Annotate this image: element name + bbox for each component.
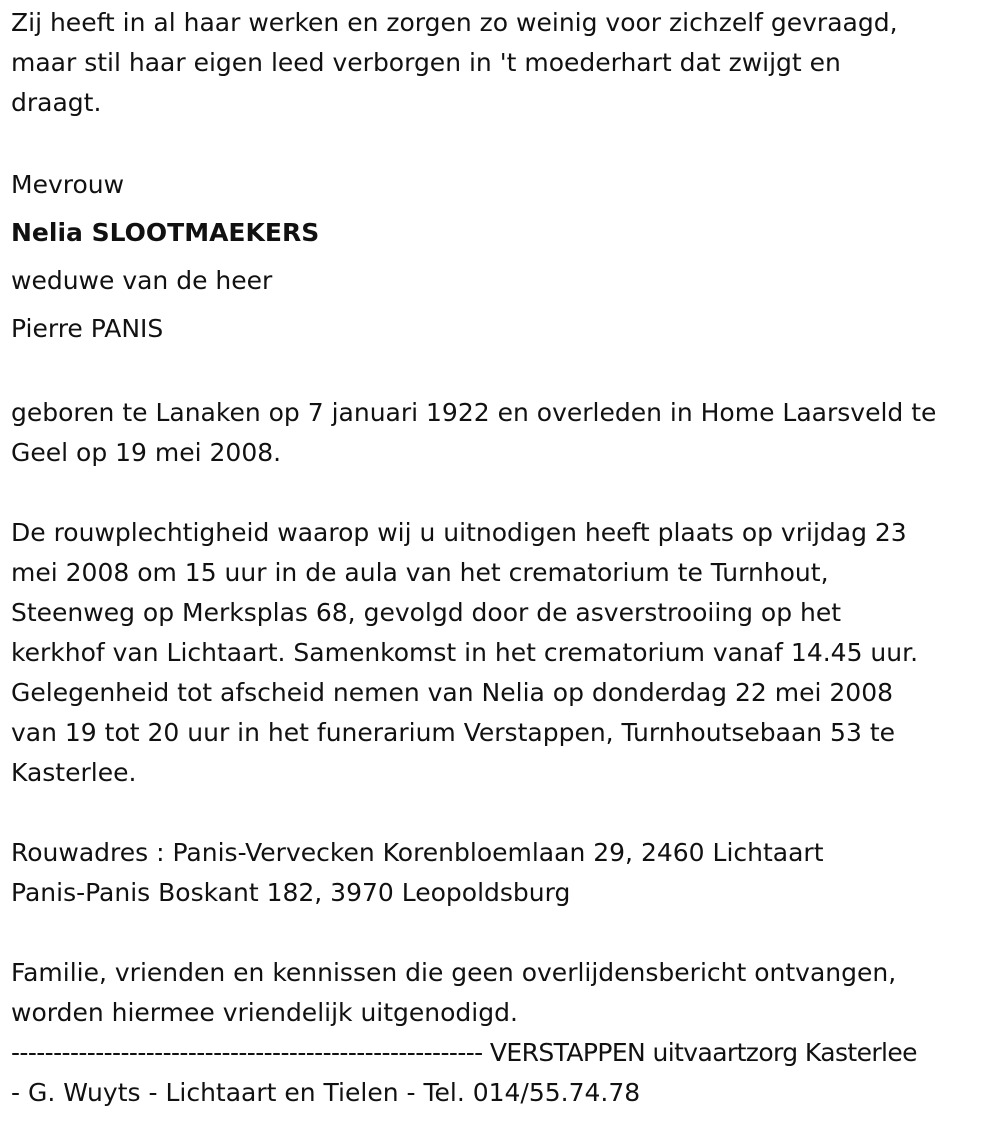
poem-line: maar stil haar eigen leed verborgen in 't moederhart dat zwijgt en [11, 48, 841, 77]
identity-block [11, 161, 991, 353]
birth-death-line: Geel op 19 mei 2008. [11, 438, 282, 467]
contact-line: - G. Wuyts - Lichtaart en Tielen - Tel. 014/55.74.78 [11, 1078, 641, 1107]
poem-block [11, 3, 991, 123]
ceremony-block [11, 513, 991, 793]
address-block [11, 833, 991, 913]
ceremony-line: De rouwplechtigheid waarop wij u uitnodigen heeft plaats op vrijdag 23 [11, 518, 907, 547]
poem-line: draagt. [11, 88, 102, 117]
funeral-home-line: -------------------------------------------------------- VERSTAPPEN uitvaartzorg Kasterlee [11, 1038, 917, 1067]
address-line: Panis-Panis Boskant 182, 3970 Leopoldsburg [11, 878, 571, 907]
death-notice [11, 3, 991, 1113]
invitation-line: worden hiermee vriendelijk uitgenodigd. [11, 998, 518, 1027]
deceased-name: Nelia SLOOTMAEKERS [11, 218, 320, 247]
ceremony-line: Gelegenheid tot afscheid nemen van Nelia op donderdag 22 mei 2008 [11, 678, 894, 707]
birth-death-line: geboren te Lanaken op 7 januari 1922 en overleden in Home Laarsveld te [11, 398, 937, 427]
relation: weduwe van de heer [11, 266, 273, 295]
ceremony-line: van 19 tot 20 uur in het funerarium Verstappen, Turnhoutsebaan 53 te [11, 718, 895, 747]
ceremony-line: mei 2008 om 15 uur in de aula van het crematorium te Turnhout, [11, 558, 829, 587]
invitation-block [11, 953, 991, 1033]
ceremony-line: kerkhof van Lichtaart. Samenkomst in het crematorium vanaf 14.45 uur. [11, 638, 919, 667]
title: Mevrouw [11, 170, 125, 199]
address-line: Rouwadres : Panis-Vervecken Korenbloemlaan 29, 2460 Lichtaart [11, 838, 824, 867]
spouse-name: Pierre PANIS [11, 314, 164, 343]
footer-block [11, 1033, 991, 1113]
birth-death-block [11, 393, 991, 473]
ceremony-line: Kasterlee. [11, 758, 137, 787]
poem-line: Zij heeft in al haar werken en zorgen zo weinig voor zichzelf gevraagd, [11, 8, 898, 37]
invitation-line: Familie, vrienden en kennissen die geen overlijdensbericht ontvangen, [11, 958, 897, 987]
ceremony-line: Steenweg op Merksplas 68, gevolgd door de asverstrooiing op het [11, 598, 842, 627]
